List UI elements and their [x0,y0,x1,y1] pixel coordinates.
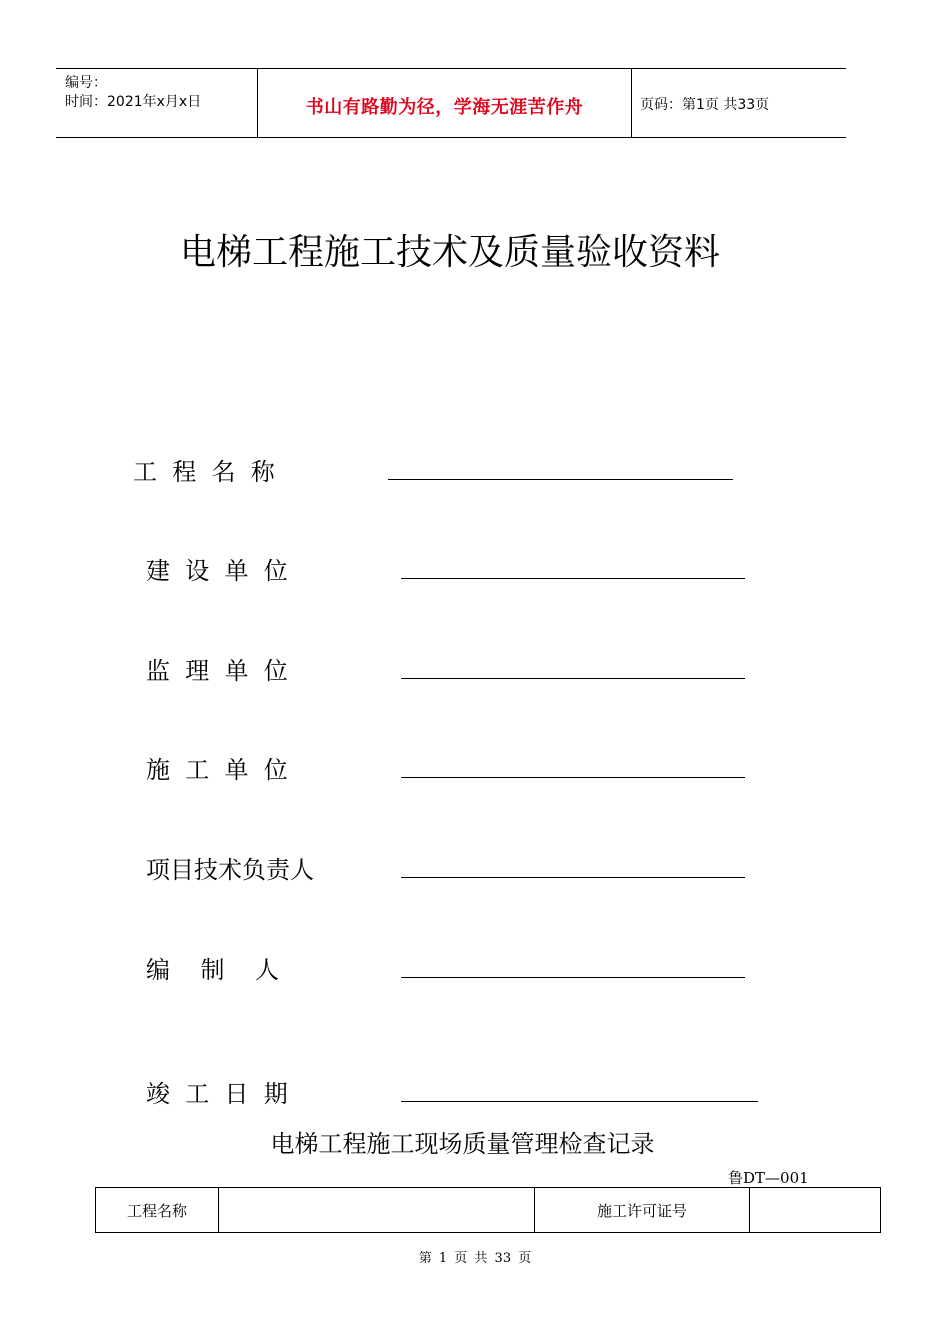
field-line-tech-lead[interactable] [401,877,745,878]
field-label-completion-date: 竣 工 日 期 [146,1080,288,1108]
field-label-supervision-unit: 监 理 单 位 [146,657,288,685]
section-title: 电梯工程施工现场质量管理检查记录 [270,1130,655,1158]
form-code: 鲁DT—001 [728,1169,809,1187]
document-title-text: 电梯工程施工技术及质量验收资料 [179,232,720,273]
time-label: 时间：2021年x月x日 [65,94,202,110]
field-line-construction-unit[interactable] [401,578,745,579]
header-motto-cell [257,69,632,137]
document-header [56,68,846,138]
number-label: 编号： [65,75,107,91]
table-cell-project-name-value[interactable] [219,1188,535,1232]
header-page-cell [631,69,846,137]
table-cell-permit-label: 施工许可证号 [535,1188,750,1232]
field-label-tech-lead: 项目技术负责人 [146,856,314,884]
field-line-project-name[interactable] [388,479,733,480]
field-label-contractor-unit: 施 工 单 位 [146,756,288,784]
field-label-compiler: 编 制 人 [146,956,280,984]
page-info: 页码：第1页 共33页 [640,97,770,113]
page-footer: 第 1 页 共 33 页 [418,1251,532,1266]
field-line-completion-date[interactable] [401,1101,758,1102]
table-cell-permit-value[interactable] [750,1188,880,1232]
field-label-construction-unit: 建 设 单 位 [146,557,288,585]
field-line-supervision-unit[interactable] [401,678,745,679]
table-cell-project-name-label: 工程名称 [96,1188,219,1232]
header-meta-cell [56,69,257,137]
inspection-table [95,1187,881,1233]
field-label-project-name: 工 程 名 称 [133,458,275,486]
field-line-contractor-unit[interactable] [401,777,745,778]
motto-text: 书山有路勤为径，学海无涯苦作舟 [305,97,584,118]
field-line-compiler[interactable] [401,977,745,978]
document-title [0,224,900,275]
